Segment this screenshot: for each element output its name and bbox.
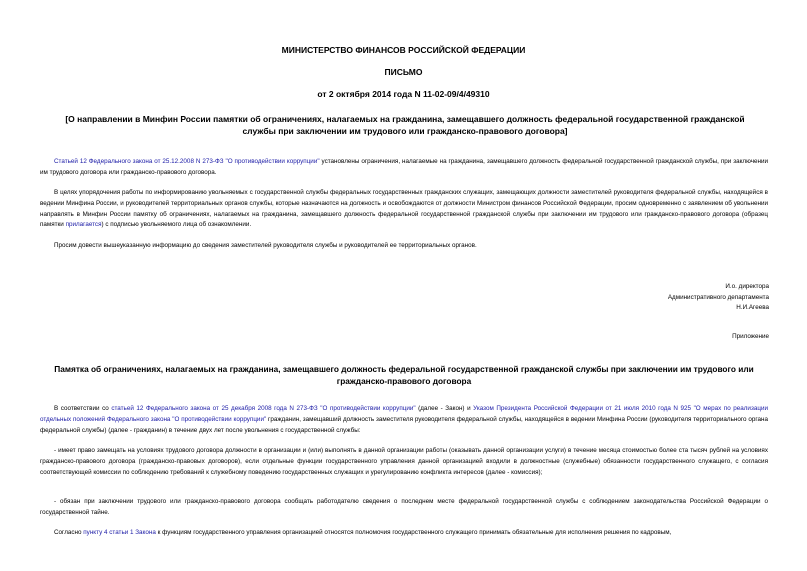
- memo-title: Памятка об ограничениях, налагаемых на гражданина, замещавшего должность федеральной государственной гражданской службы при заключении им трудового или гражданско-правового договора: [54, 364, 754, 386]
- doc-type-heading: ПИСЬМО: [384, 67, 423, 77]
- letter-paragraph-2: [40, 188, 768, 231]
- memo-p4-text-b: к функциям государственного управления организацией относятся полномочия государственного служащего принимать обязательные для исполнения решения по кадровым,: [155, 529, 672, 536]
- signature-title: И.о. директора: [725, 283, 769, 290]
- memo-p1-text-a: В соответствии со: [54, 405, 112, 412]
- appendix-label: Приложение: [732, 333, 769, 340]
- memo-paragraph-2: - имеет право замещать на условиях трудового договора должности в организации и (или) выполнять в данной организации работы (оказывать данной организации услуги) в течение месяца стоимостью более ста тысяч рублей на условиях гражданско-правового договора (гражданско-правовых договоров), если отдельные функции государственного управления данной организацией входили в должностные (служебные) обязанности государственного служащего, с согласия соответствующей комиссии по соблюдению требований к служебному поведению государственных служащих и урегулированию конфликта интересов (далее - комиссия);: [40, 447, 768, 476]
- letter-p2-tail: ) с подписью увольняемого лица об ознакомлении.: [101, 221, 252, 229]
- ministry-heading: МИНИСТЕРСТВО ФИНАНСОВ РОССИЙСКОЙ ФЕДЕРАЦИИ: [281, 45, 526, 55]
- signature-block: [668, 282, 769, 314]
- letter-p2-text: В целях упорядочения работы по информированию увольняемых с государственной службы федеральных государственных гражданских служащих, замещающих должности заместителей руководителя федеральной службы, находящейся в ведении Минфина России, и руководителей территориальных органов службы, которые назначаются на должность и освобождаются от должности Министром финансов Российской Федерации, просим одновременно с заявлением об увольнении направлять в Минфин России памятку об ограничениях, налагаемых на гражданина, замещавшего должность федеральной государственной гражданской службы при заключении им трудового или гражданско-правового договора (образец памятки: [40, 189, 768, 229]
- memo-p1-text-b: (далее - Закон) и: [415, 405, 474, 412]
- attachment-link[interactable]: прилагается: [65, 221, 102, 229]
- memo-paragraph-1: [40, 404, 768, 436]
- letter-paragraph-1: [40, 157, 768, 179]
- subject-heading: [О направлении в Минфин России памятки об ограничениях, налагаемых на гражданина, замещавшего должность федеральной государственной гражданской службы при заключении им трудового или гражданско-правового договора]: [65, 114, 745, 136]
- date-number-heading: от 2 октября 2014 года N 11-02-09/4/49310: [317, 89, 490, 99]
- law-article-1-point-4-link[interactable]: пункту 4 статьи 1 Закона: [83, 529, 156, 536]
- letter-paragraph-3: Просим довести вышеуказанную информацию до сведения заместителей руководителя службы и руководителей ее территориальных органов.: [54, 242, 477, 249]
- presidential-decree-925-link[interactable]: Указом Президента Российской Федерации от 21 июля 2010 года N 925 "О мерах по реализации отдельных положений Федерального закона "О противодействии коррупции": [40, 405, 768, 423]
- signature-name: Н.И.Агеева: [736, 304, 769, 312]
- law-273-link[interactable]: Статьей 12 Федерального закона от 25.12.2008 N 273-ФЗ "О противодействии коррупции": [54, 158, 320, 165]
- memo-p4-text-a: Согласно: [54, 529, 84, 536]
- law-273-article-12-link[interactable]: статьей 12 Федерального закона от 25 декабря 2008 года N 273-ФЗ "О противодействии коррупции": [111, 405, 416, 412]
- signature-department: Административного департамента: [667, 293, 769, 301]
- memo-paragraph-3: - обязан при заключении трудового или гражданско-правового договора сообщать работодателю сведения о последнем месте федеральной государственной службы с соблюдением законодательства Российской Федерации о государственной тайне.: [40, 498, 768, 516]
- letter-p1-text: установлены ограничения, налагаемые на гражданина, замещавшего должность федеральной государственной гражданской службы, при заключении им трудового договора или гражданско-правового договора.: [40, 158, 768, 176]
- memo-paragraph-4: [40, 528, 768, 539]
- memo-p1-text-c: гражданин, замещавший должность заместителя руководителя федеральной службы, находящейся в ведении Минфина России (руководителя территориального органа федеральной службы) (далее - гражданин) в течение двух лет после увольнения с государственной службы:: [40, 415, 768, 434]
